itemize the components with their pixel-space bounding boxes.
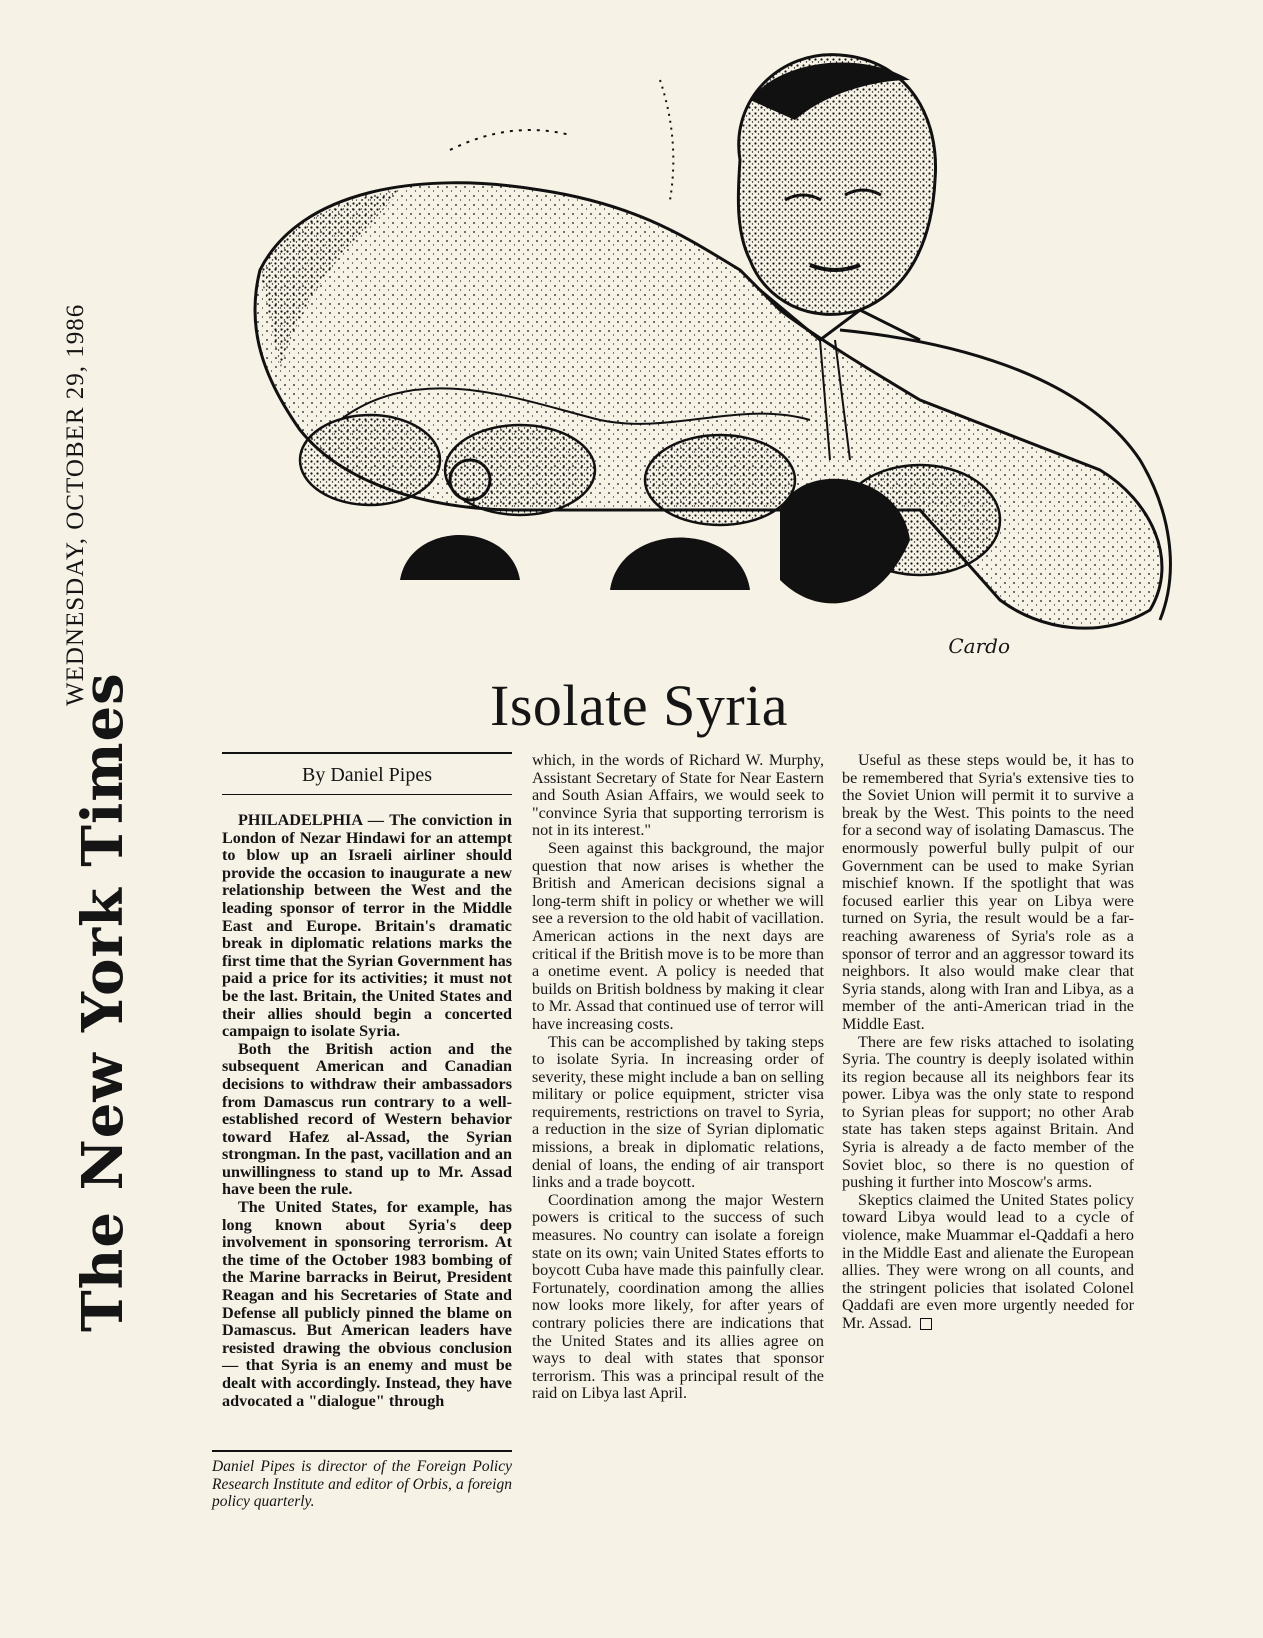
final-paragraph bbox=[842, 1192, 1134, 1333]
article-column-1 bbox=[222, 812, 512, 1410]
illustration-drawing bbox=[220, 40, 1210, 680]
paragraph: which, in the words of Richard W. Murphy, Assistant Secretary of State for Near Eastern and South Asian Affairs, we would seek to "convince Syria that supporting terrorism is not in its interest." bbox=[532, 751, 824, 840]
article-column-2 bbox=[532, 752, 824, 1403]
paragraph: Useful as these steps would be, it has to be remembered that Syria's extensive ties to the Soviet Union will permit it to survive a break by the West. This points to the need for a second way of isolating Damascus. The enormously powerful bully pulpit of our Government can be used to make Syrian mischief known. If the spotlight that was focused earlier this year on Libya were turned on Syria, the result would be a far-reaching awareness of Syria's role as a sponsor of terror and an aggressor toward its neighbors. It also would make clear that Syria stands, along with Iran and Libya, as a member of the anti-American triad in the Middle East. bbox=[842, 751, 1134, 1033]
bio-rule bbox=[212, 1450, 512, 1452]
paragraph: There are few risks attached to isolating Syria. The country is deeply isolated within its region because all its neighbors fear its power. Libya was the only state to respond to Syrian pleas for support; no other Arab state has taken steps against Britain. And Syria is already a de facto member of the Soviet bloc, so there is no question of pushing it further into Moscow's arms. bbox=[842, 1032, 1134, 1192]
byline-rule-top bbox=[222, 752, 512, 754]
paragraph: This can be accomplished by taking steps to isolate Syria. In increasing order of severity, these might include a ban on selling military or police equipment, stricter visa requirements, restrictions on travel to Syria, a reduction in the size of Syrian diplomatic missions, a break in diplomatic relations, denial of loans, the ending of air transport links and a trade boycott. bbox=[532, 1032, 824, 1192]
paragraph: The United States, for example, has long known about Syria's deep involvement in sponsoring terrorism. At the time of the October 1983 bombing of the Marine barracks in Beirut, President Reagan and his Secretaries of State and Defense all publicly pinned the blame on Damascus. But American leaders have resisted drawing the obvious conclusion — that Syria is an enemy and must be dealt with accordingly. Instead, they have advocated a "dialogue" through bbox=[222, 1198, 512, 1410]
paragraph: PHILADELPHIA — The conviction in London of Nezar Hindawi for an attempt to blow up an Israeli airliner should provide the occasion to inaugurate a new relationship between the West and the leading sponsor of terror in the Middle East and Europe. Britain's dramatic break in diplomatic relations marks the first time that the Syrian Government has paid a price for its activities; it must not be the last. Britain, the United States and their allies should begin a concerted campaign to isolate Syria. bbox=[222, 811, 512, 1041]
author-bio: Daniel Pipes is director of the Foreign Policy Research Institute and editor of Orbis, a foreign policy quarterly. bbox=[212, 1458, 512, 1511]
editorial-illustration bbox=[220, 40, 1210, 680]
paragraph: Skeptics claimed the United States policy toward Libya would lead to a cycle of violence, make Muammar el-Qaddafi a hero in the Middle East and alienate the European allies. They were wrong on all counts, and the stringent policies that isolated Colonel Qaddafi are even more urgently needed for Mr. Assad. bbox=[842, 1190, 1134, 1332]
artist-signature: Cardo bbox=[948, 634, 1010, 658]
article-column-3 bbox=[842, 752, 1134, 1333]
headline: Isolate Syria bbox=[490, 673, 789, 738]
paragraph: Coordination among the major Western powers is critical to the success of such measures. No country can isolate a foreign state on its own; vain United States efforts to boycott Cuba have made this painfully clear. Fortunately, coordination among the allies now looks more likely, for after years of contrary policies there are indications that the United States and its allies agree on ways to deal with states that sponsor terrorism. This was a principal result of the raid on Libya last April. bbox=[532, 1190, 824, 1403]
dateline: WEDNESDAY, OCTOBER 29, 1986 bbox=[62, 303, 89, 706]
byline-rule-bottom bbox=[222, 794, 512, 795]
masthead: The New York Times bbox=[70, 672, 136, 1332]
byline: By Daniel Pipes bbox=[302, 764, 432, 786]
paragraph: Both the British action and the subsequent American and Canadian decisions to withdraw their ambassadors from Damascus run contrary to a well-established record of Western behavior toward Hafez al-Assad, the Syrian strongman. In the past, vacillation and an unwillingness to stand up to Mr. Assad have been the rule. bbox=[222, 1039, 512, 1199]
paragraph: Seen against this background, the major question that now arises is whether the British and American decisions signal a long-term shift in policy or whether we will see a reversion to the old habit of vacillation. American actions in the next days are critical if the British move is to be more than a onetime event. A policy is needed that builds on British boldness by making it clear to Mr. Assad that continued use of terror will have increasing costs. bbox=[532, 838, 824, 1033]
end-mark-icon bbox=[920, 1318, 932, 1330]
